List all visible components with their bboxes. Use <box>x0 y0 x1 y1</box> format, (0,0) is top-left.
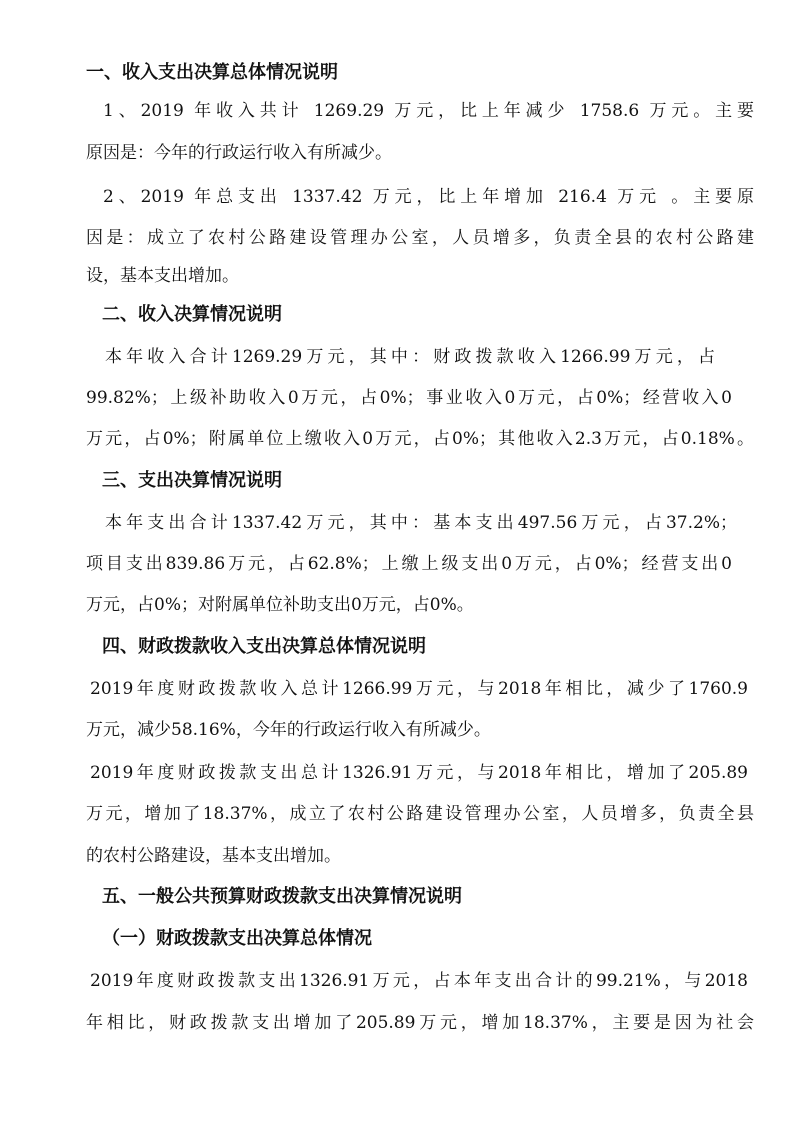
paragraph-line: 2019年度财政拨款支出1326.91万元，占本年支出合计的99.21%，与2018 <box>90 971 748 991</box>
section-heading: 一、收入支出决算总体情况说明 <box>86 62 338 83</box>
subsection-heading: （一）财政拨款支出决算总体情况 <box>102 928 372 949</box>
paragraph-line: 2019年度财政拨款收入总计1266.99万元，与2018年相比，减少了1760.9 <box>90 679 748 699</box>
paragraph-line: 项目支出839.86万元，占62.8%；上缴上级支出0万元，占0%；经营支出0 <box>86 554 732 574</box>
section-heading: 五、一般公共预算财政拨款支出决算情况说明 <box>102 886 462 907</box>
paragraph-line: 因是：成立了农村公路建设管理办公室，人员增多，负责全县的农村公路建 <box>86 228 754 248</box>
paragraph-line: 设，基本支出增加。 <box>86 266 239 286</box>
paragraph-line: 1、2019 年收入共计 1269.29 万元，比上年减少 1758.6 万元。主要 <box>103 101 754 121</box>
paragraph-line: 万元，增加了18.37%，成立了农村公路建设管理办公室，人员增多，负责全县 <box>86 804 754 824</box>
paragraph-line: 万元，减少58.16%，今年的行政运行收入有所减少。 <box>86 720 491 740</box>
paragraph-line: 99.82%；上级补助收入0万元，占0%；事业收入0万元，占0%；经营收入0 <box>86 388 732 408</box>
paragraph-line: 万元，占0%；对附属单位补助支出0万元，占0%。 <box>86 595 474 615</box>
paragraph-line: 2019年度财政拨款支出总计1326.91万元，与2018年相比，增加了205.89 <box>90 763 748 783</box>
paragraph-line: 年相比，财政拨款支出增加了205.89万元，增加18.37%，主要是因为社会 <box>86 1013 754 1033</box>
paragraph-line: 本年收入合计1269.29万元，其中：财政拨款收入1266.99万元，占 <box>105 347 715 367</box>
paragraph-line: 2、2019 年总支出 1337.42 万元，比上年增加 216.4 万元 。主要原 <box>103 187 754 207</box>
paragraph-line: 的农村公路建设，基本支出增加。 <box>86 846 341 866</box>
section-heading: 四、财政拨款收入支出决算总体情况说明 <box>102 636 426 657</box>
section-heading: 二、收入决算情况说明 <box>102 304 282 325</box>
section-heading: 三、支出决算情况说明 <box>102 470 282 491</box>
paragraph-line: 原因是：今年的行政运行收入有所减少。 <box>86 143 392 163</box>
paragraph-line: 本年支出合计1337.42万元，其中：基本支出497.56万元，占37.2%； <box>105 513 737 533</box>
paragraph-line: 万元，占0%；附属单位上缴收入0万元，占0%；其他收入2.3万元，占0.18%。 <box>86 429 754 449</box>
